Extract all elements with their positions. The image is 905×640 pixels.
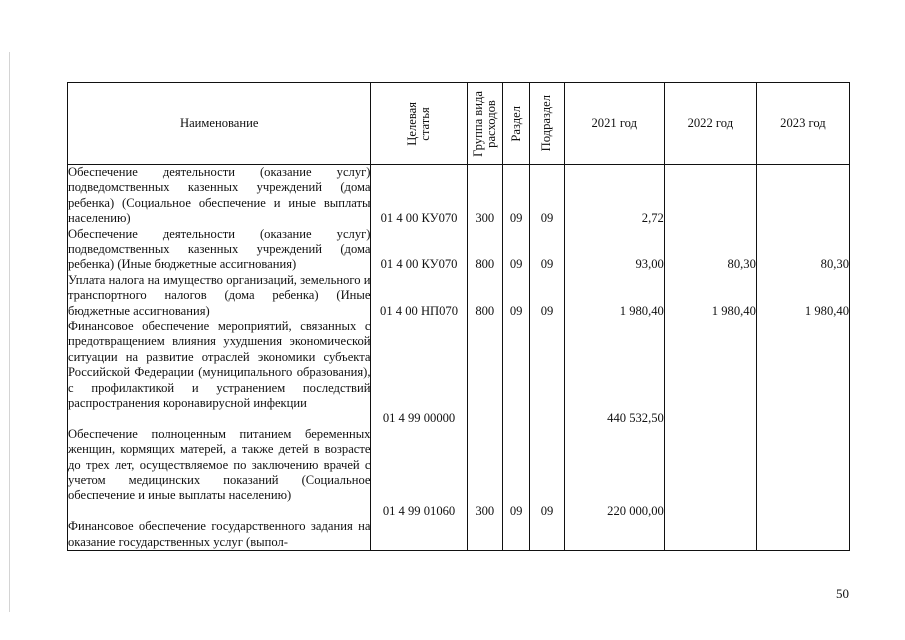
row-y2023-value: 80,30 (820, 257, 849, 272)
row-subsection-value: 09 (540, 303, 554, 318)
row-group-value: 800 (475, 257, 495, 272)
row-target-value: 01 4 00 КУ070 (380, 211, 458, 226)
scan-edge-line (9, 52, 10, 612)
page-number: 50 (836, 586, 849, 601)
group-cell (467, 165, 502, 551)
row-y2022-value: 1 980,40 (711, 303, 756, 318)
row-target-value: 01 4 99 00000 (382, 411, 456, 426)
y2021-cell (564, 165, 664, 551)
y2023-cell (756, 165, 849, 551)
row-group-value: 300 (475, 503, 495, 518)
row-target-value: 01 4 99 01060 (382, 503, 456, 518)
row-y2023-value: 1 980,40 (804, 303, 849, 318)
y2022-cell (664, 165, 756, 551)
row-name: Обеспечение деятельности (оказание услуг) подведомственных казенных учреждений (дома ребенка) (Социальное обеспечение и иные выплаты населению) (68, 165, 371, 226)
row-y2021-value: 1 980,40 (619, 303, 664, 318)
budget-table (67, 82, 850, 551)
header-group: Группа вида расходов (467, 83, 502, 165)
row-y2021-value: 440 532,50 (607, 411, 664, 426)
header-2023: 2023 год (756, 83, 849, 165)
row-name: Финансовое обеспечение государственного задания на оказание государственных услуг (выпол- (68, 519, 371, 549)
row-y2021-value: 93,00 (635, 257, 664, 272)
row-name: Обеспечение полноценным питанием беременных женщин, кормящих матерей, а также детей в возрасте до трех лет, осуществляемое по заключению врачей с учетом медицинских показаний (Социальное обеспечение и иные выплаты населению) (68, 426, 371, 503)
row-target-value: 01 4 00 НП070 (380, 303, 459, 318)
row-y2021-value: 220 000,00 (607, 503, 664, 518)
header-section: Раздел (502, 83, 529, 165)
row-section-value: 09 (509, 503, 523, 518)
row-target-value: 01 4 00 КУ070 (380, 257, 458, 272)
row-subsection-value: 09 (540, 503, 554, 518)
row-y2022-value: 80,30 (727, 257, 756, 272)
data-row (68, 165, 850, 551)
section-cell (502, 165, 529, 551)
header-name: Наименование (68, 83, 371, 165)
row-y2021-value: 2,72 (641, 211, 664, 226)
row-section-value: 09 (509, 211, 523, 226)
subsection-cell (530, 165, 564, 551)
header-subsection: Подраздел (530, 83, 564, 165)
row-group-value: 300 (475, 211, 495, 226)
header-2022: 2022 год (664, 83, 756, 165)
header-2021: 2021 год (564, 83, 664, 165)
header-target: Целевая статья (371, 83, 467, 165)
row-name: Финансовое обеспечение мероприятий, связанных с предотвращением влияния ухудшения экономической ситуации на развитие отраслей экономики субъекта Российской Федерации (муниципального образования), с профилактикой и устранением последствий распространения коронавирусной инфекции (68, 319, 371, 411)
row-section-value: 09 (509, 257, 523, 272)
header-row (68, 83, 850, 165)
row-subsection-value: 09 (540, 257, 554, 272)
row-group-value: 800 (475, 303, 495, 318)
row-section-value: 09 (509, 303, 523, 318)
row-name: Уплата налога на имущество организаций, земельного и транспортного налогов (дома ребенка) (Иные бюджетные ассигнования) (68, 272, 371, 318)
row-subsection-value: 09 (540, 211, 554, 226)
row-name: Обеспечение деятельности (оказание услуг) подведомственных казенных учреждений (дома ребенка) (Иные бюджетные ассигнования) (68, 226, 371, 272)
name-cell (68, 165, 371, 551)
target-cell (371, 165, 467, 551)
